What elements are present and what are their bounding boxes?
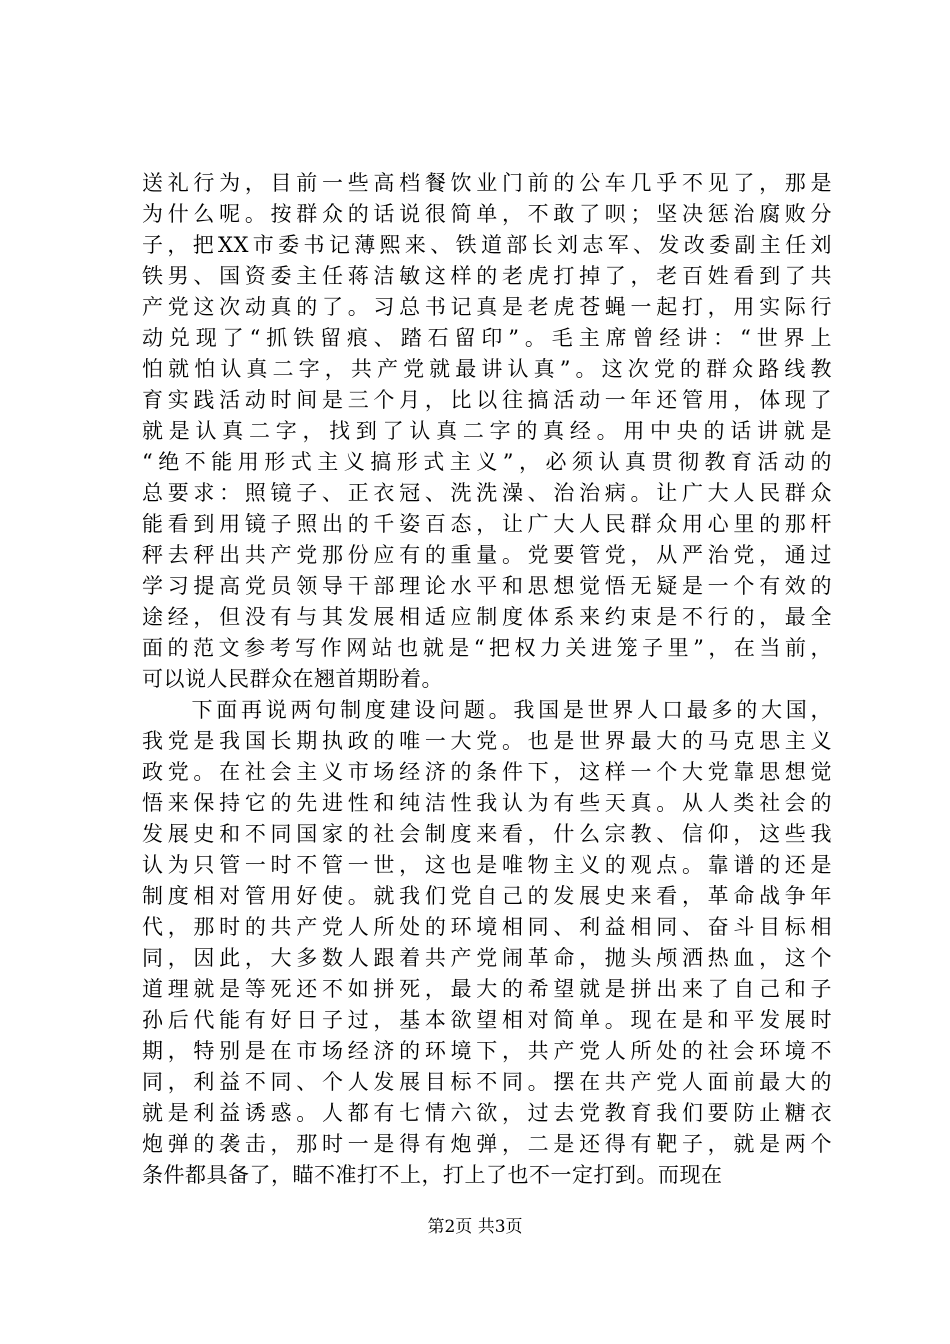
text-line: 面的范文参考写作网站也就是“把权力关进笼子里”，在当前，: [142, 636, 832, 660]
text-line: 我党是我国长期执政的唯一大党。也是世界最大的马克思主义: [142, 729, 832, 753]
page-footer: [0, 1215, 950, 1239]
text-line: 悟来保持它的先进性和纯洁性我认为有些天真。从人类社会的: [142, 791, 832, 815]
text-line: 期，特别是在市场经济的环境下，共产党人所处的社会环境不: [142, 1039, 832, 1063]
text-line: 秤去秤出共产党那份应有的重量。党要管党，从严治党，通过: [142, 543, 832, 567]
text-line: 就是认真二字，找到了认真二字的真经。用中央的话讲就是: [142, 419, 832, 443]
text-line: 铁男、国资委主任蒋洁敏这样的老虎打掉了，老百姓看到了共: [142, 264, 832, 288]
page-number: 第2页: [427, 1217, 473, 1237]
text-line: 为什么呢。按群众的话说很简单，不敢了呗；坚决惩治腐败分: [142, 202, 832, 226]
text-line: 同，利益不同、个人发展目标不同。摆在共产党人面前最大的: [142, 1070, 832, 1094]
text-line: 总要求：照镜子、正衣冠、洗洗澡、治治病。让广大人民群众: [142, 481, 832, 505]
text-line: 制度相对管用好使。就我们党自己的发展史来看，革命战争年: [142, 884, 832, 908]
text-line: 途经，但没有与其发展相适应制度体系来约束是不行的，最全: [142, 605, 832, 629]
text-line: 道理就是等死还不如拼死，最大的希望就是拼出来了自己和子: [142, 977, 832, 1001]
text-line: 产党这次动真的了。习总书记真是老虎苍蝇一起打，用实际行: [142, 295, 832, 319]
text-line: 认为只管一时不管一世，这也是唯物主义的观点。靠谱的还是: [142, 853, 832, 877]
text-line: 能看到用镜子照出的千姿百态，让广大人民群众用心里的那杆: [142, 512, 832, 536]
text-line: 下面再说两句制度建设问题。我国是世界人口最多的大国，: [142, 698, 832, 722]
text-line: 孙后代能有好日子过，基本欲望相对简单。现在是和平发展时: [142, 1008, 832, 1032]
text-line: 育实践活动时间是三个月，比以往搞活动一年还管用，体现了: [142, 388, 832, 412]
text-line: 学习提高党员领导干部理论水平和思想觉悟无疑是一个有效的: [142, 574, 832, 598]
text-line: “绝不能用形式主义搞形式主义”，必须认真贯彻教育活动的: [142, 450, 832, 474]
text-line: 可以说人民群众在翘首期盼着。: [142, 667, 443, 691]
page-total: 共3页: [477, 1217, 523, 1237]
text-line: 子，把XX市委书记薄熙来、铁道部长刘志军、发改委副主任刘: [142, 233, 832, 257]
text-line: 就是利益诱惑。人都有七情六欲，过去党教育我们要防止糖衣: [142, 1101, 832, 1125]
text-line: 怕就怕认真二字，共产党就最讲认真”。这次党的群众路线教: [142, 357, 832, 381]
text-line: 发展史和不同国家的社会制度来看，什么宗教、信仰，这些我: [142, 822, 832, 846]
text-line: 代，那时的共产党人所处的环境相同、利益相同、奋斗目标相: [142, 915, 832, 939]
text-line: 条件都具备了，瞄不准打不上，打上了也不一定打到。而现在: [142, 1163, 723, 1187]
text-line: 政党。在社会主义市场经济的条件下，这样一个大党靠思想觉: [142, 760, 832, 784]
text-line: 送礼行为，目前一些高档餐饮业门前的公车几乎不见了，那是: [142, 171, 832, 195]
text-line: 动兑现了“抓铁留痕、踏石留印”。毛主席曾经讲：“世界上: [142, 326, 832, 350]
text-line: 炮弹的袭击，那时一是得有炮弹，二是还得有靶子，就是两个: [142, 1132, 832, 1156]
text-line: 同，因此，大多数人跟着共产党闹革命，抛头颅洒热血，这个: [142, 946, 832, 970]
